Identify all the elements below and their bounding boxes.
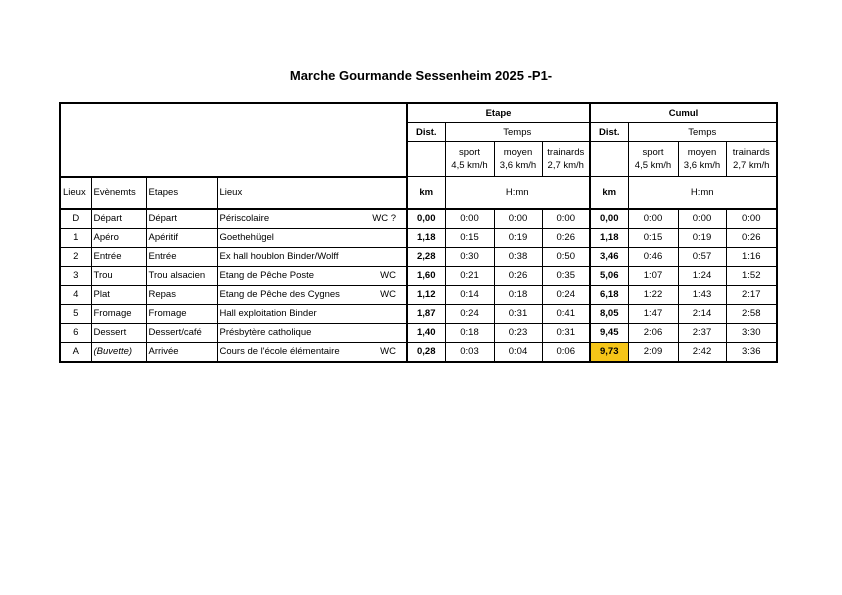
row-sport-time: 0:18 [445,323,494,342]
row-etape: Trou alsacien [146,266,217,285]
row-cum-sport-time: 1:22 [628,285,678,304]
row-cum-trainards-time: 2:58 [726,304,777,323]
row-trainards-time: 0:00 [542,209,590,229]
row-cum-moyen-time: 2:37 [678,323,726,342]
row-cum-moyen-time: 2:42 [678,342,726,362]
etape-sport-header: sport 4,5 km/h [445,142,494,177]
row-trainards-time: 0:35 [542,266,590,285]
etape-dist-blank [407,142,445,177]
col-etape-hmn: H:mn [445,177,590,209]
row-lieu-name: Présbytère catholique [219,327,312,338]
row-cum-trainards-time: 1:16 [726,247,777,266]
row-moyen-time: 0:18 [494,285,542,304]
row-lieu-name: Goethehügel [219,232,274,243]
col-etapes: Etapes [146,177,217,209]
row-cum-moyen-time: 2:14 [678,304,726,323]
row-wc-marker: WC [380,346,396,357]
row-trainards-time: 0:50 [542,247,590,266]
row-lieu [217,228,407,247]
row-code: 1 [60,228,91,247]
row-sport-time: 0:30 [445,247,494,266]
row-event: Départ [91,209,146,229]
cumul-moyen-header: moyen 3,6 km/h [678,142,726,177]
row-cum-dist: 6,18 [590,285,628,304]
row-cum-trainards-time: 0:00 [726,209,777,229]
row-event: Plat [91,285,146,304]
row-event: Trou [91,266,146,285]
row-cum-sport-time: 2:06 [628,323,678,342]
row-event: Fromage [91,304,146,323]
row-moyen-time: 0:26 [494,266,542,285]
row-lieu [217,342,407,362]
row-event: Entrée [91,247,146,266]
row-dist: 1,18 [407,228,445,247]
row-cum-trainards-time: 3:30 [726,323,777,342]
row-code: 5 [60,304,91,323]
row-cum-dist: 0,00 [590,209,628,229]
row-code: 2 [60,247,91,266]
row-event: (Buvette) [91,342,146,362]
row-cum-trainards-time: 3:36 [726,342,777,362]
row-trainards-time: 0:31 [542,323,590,342]
table-row [60,266,777,285]
row-lieu [217,209,407,229]
row-lieu-name: Cours de l'école élémentaire [219,346,340,357]
row-etape: Dessert/café [146,323,217,342]
row-lieu [217,285,407,304]
row-trainards-time: 0:24 [542,285,590,304]
etape-temps-header: Temps [445,123,590,142]
col-evenements: Evènemts [91,177,146,209]
row-cum-trainards-time: 1:52 [726,266,777,285]
col-cumul-km: km [590,177,628,209]
header-row-group [60,103,777,123]
col-lieux-name: Lieux [217,177,407,209]
row-sport-time: 0:00 [445,209,494,229]
itinerary-table [59,102,778,363]
header-blank [60,103,407,177]
row-dist: 1,12 [407,285,445,304]
row-moyen-time: 0:38 [494,247,542,266]
row-cum-sport-time: 0:46 [628,247,678,266]
cumul-temps-header: Temps [628,123,777,142]
cumul-header: Cumul [590,103,777,123]
etape-trainards-header: trainards 2,7 km/h [542,142,590,177]
row-cum-dist: 1,18 [590,228,628,247]
row-event: Apéro [91,228,146,247]
row-etape: Repas [146,285,217,304]
row-code: 4 [60,285,91,304]
table-row [60,228,777,247]
row-moyen-time: 0:04 [494,342,542,362]
row-lieu-name: Périscolaire [219,213,270,224]
row-code: 6 [60,323,91,342]
page-title: Marche Gourmande Sessenheim 2025 -P1- [289,68,553,83]
row-wc-marker: WC [380,289,396,300]
table-row [60,209,777,229]
row-cum-sport-time: 0:00 [628,209,678,229]
row-cum-moyen-time: 0:19 [678,228,726,247]
row-dist: 1,87 [407,304,445,323]
etape-moyen-header: moyen 3,6 km/h [494,142,542,177]
row-moyen-time: 0:19 [494,228,542,247]
row-trainards-time: 0:06 [542,342,590,362]
row-cum-trainards-time: 0:26 [726,228,777,247]
row-sport-time: 0:03 [445,342,494,362]
table-row [60,304,777,323]
row-lieu-name: Hall exploitation Binder [219,308,317,319]
row-cum-sport-time: 1:07 [628,266,678,285]
row-cum-trainards-time: 2:17 [726,285,777,304]
row-cum-sport-time: 2:09 [628,342,678,362]
row-lieu [217,266,407,285]
row-etape: Entrée [146,247,217,266]
row-sport-time: 0:24 [445,304,494,323]
row-event: Dessert [91,323,146,342]
header-row-columns [60,177,777,209]
row-etape: Apéritif [146,228,217,247]
row-lieu-name: Ex hall houblon Binder/Wolff [219,251,339,262]
row-cum-dist: 8,05 [590,304,628,323]
row-sport-time: 0:14 [445,285,494,304]
row-cum-moyen-time: 0:57 [678,247,726,266]
row-cum-moyen-time: 1:43 [678,285,726,304]
row-wc-marker: WC ? [372,213,396,224]
row-lieu [217,323,407,342]
row-dist: 2,28 [407,247,445,266]
table-row [60,285,777,304]
table-row [60,342,777,362]
row-code: A [60,342,91,362]
row-sport-time: 0:21 [445,266,494,285]
row-lieu [217,304,407,323]
row-cum-moyen-time: 1:24 [678,266,726,285]
row-moyen-time: 0:31 [494,304,542,323]
row-cum-sport-time: 0:15 [628,228,678,247]
row-lieu-name: Etang de Pêche Poste [219,270,315,281]
cumul-dist-blank [590,142,628,177]
cumul-sport-header: sport 4,5 km/h [628,142,678,177]
cumul-trainards-header: trainards 2,7 km/h [726,142,777,177]
row-trainards-time: 0:41 [542,304,590,323]
row-etape: Fromage [146,304,217,323]
row-etape: Départ [146,209,217,229]
row-etape: Arrivée [146,342,217,362]
total-distance-highlight: 9,73 [590,342,628,362]
row-code: 3 [60,266,91,285]
row-moyen-time: 0:23 [494,323,542,342]
col-lieux-code: Lieux [60,177,91,209]
row-dist: 1,60 [407,266,445,285]
row-cum-sport-time: 1:47 [628,304,678,323]
row-cum-moyen-time: 0:00 [678,209,726,229]
row-dist: 1,40 [407,323,445,342]
col-cumul-hmn: H:mn [628,177,777,209]
row-code: D [60,209,91,229]
row-dist: 0,00 [407,209,445,229]
row-trainards-time: 0:26 [542,228,590,247]
row-moyen-time: 0:00 [494,209,542,229]
row-dist: 0,28 [407,342,445,362]
row-wc-marker: WC [380,270,396,281]
etape-header: Etape [407,103,590,123]
row-lieu [217,247,407,266]
row-lieu-name: Etang de Pêche des Cygnes [219,289,340,300]
row-cum-dist: 5,06 [590,266,628,285]
row-sport-time: 0:15 [445,228,494,247]
cumul-dist-header: Dist. [590,123,628,142]
table-row [60,323,777,342]
row-cum-dist: 9,45 [590,323,628,342]
col-etape-km: km [407,177,445,209]
row-cum-dist: 3,46 [590,247,628,266]
table-row [60,247,777,266]
etape-dist-header: Dist. [407,123,445,142]
